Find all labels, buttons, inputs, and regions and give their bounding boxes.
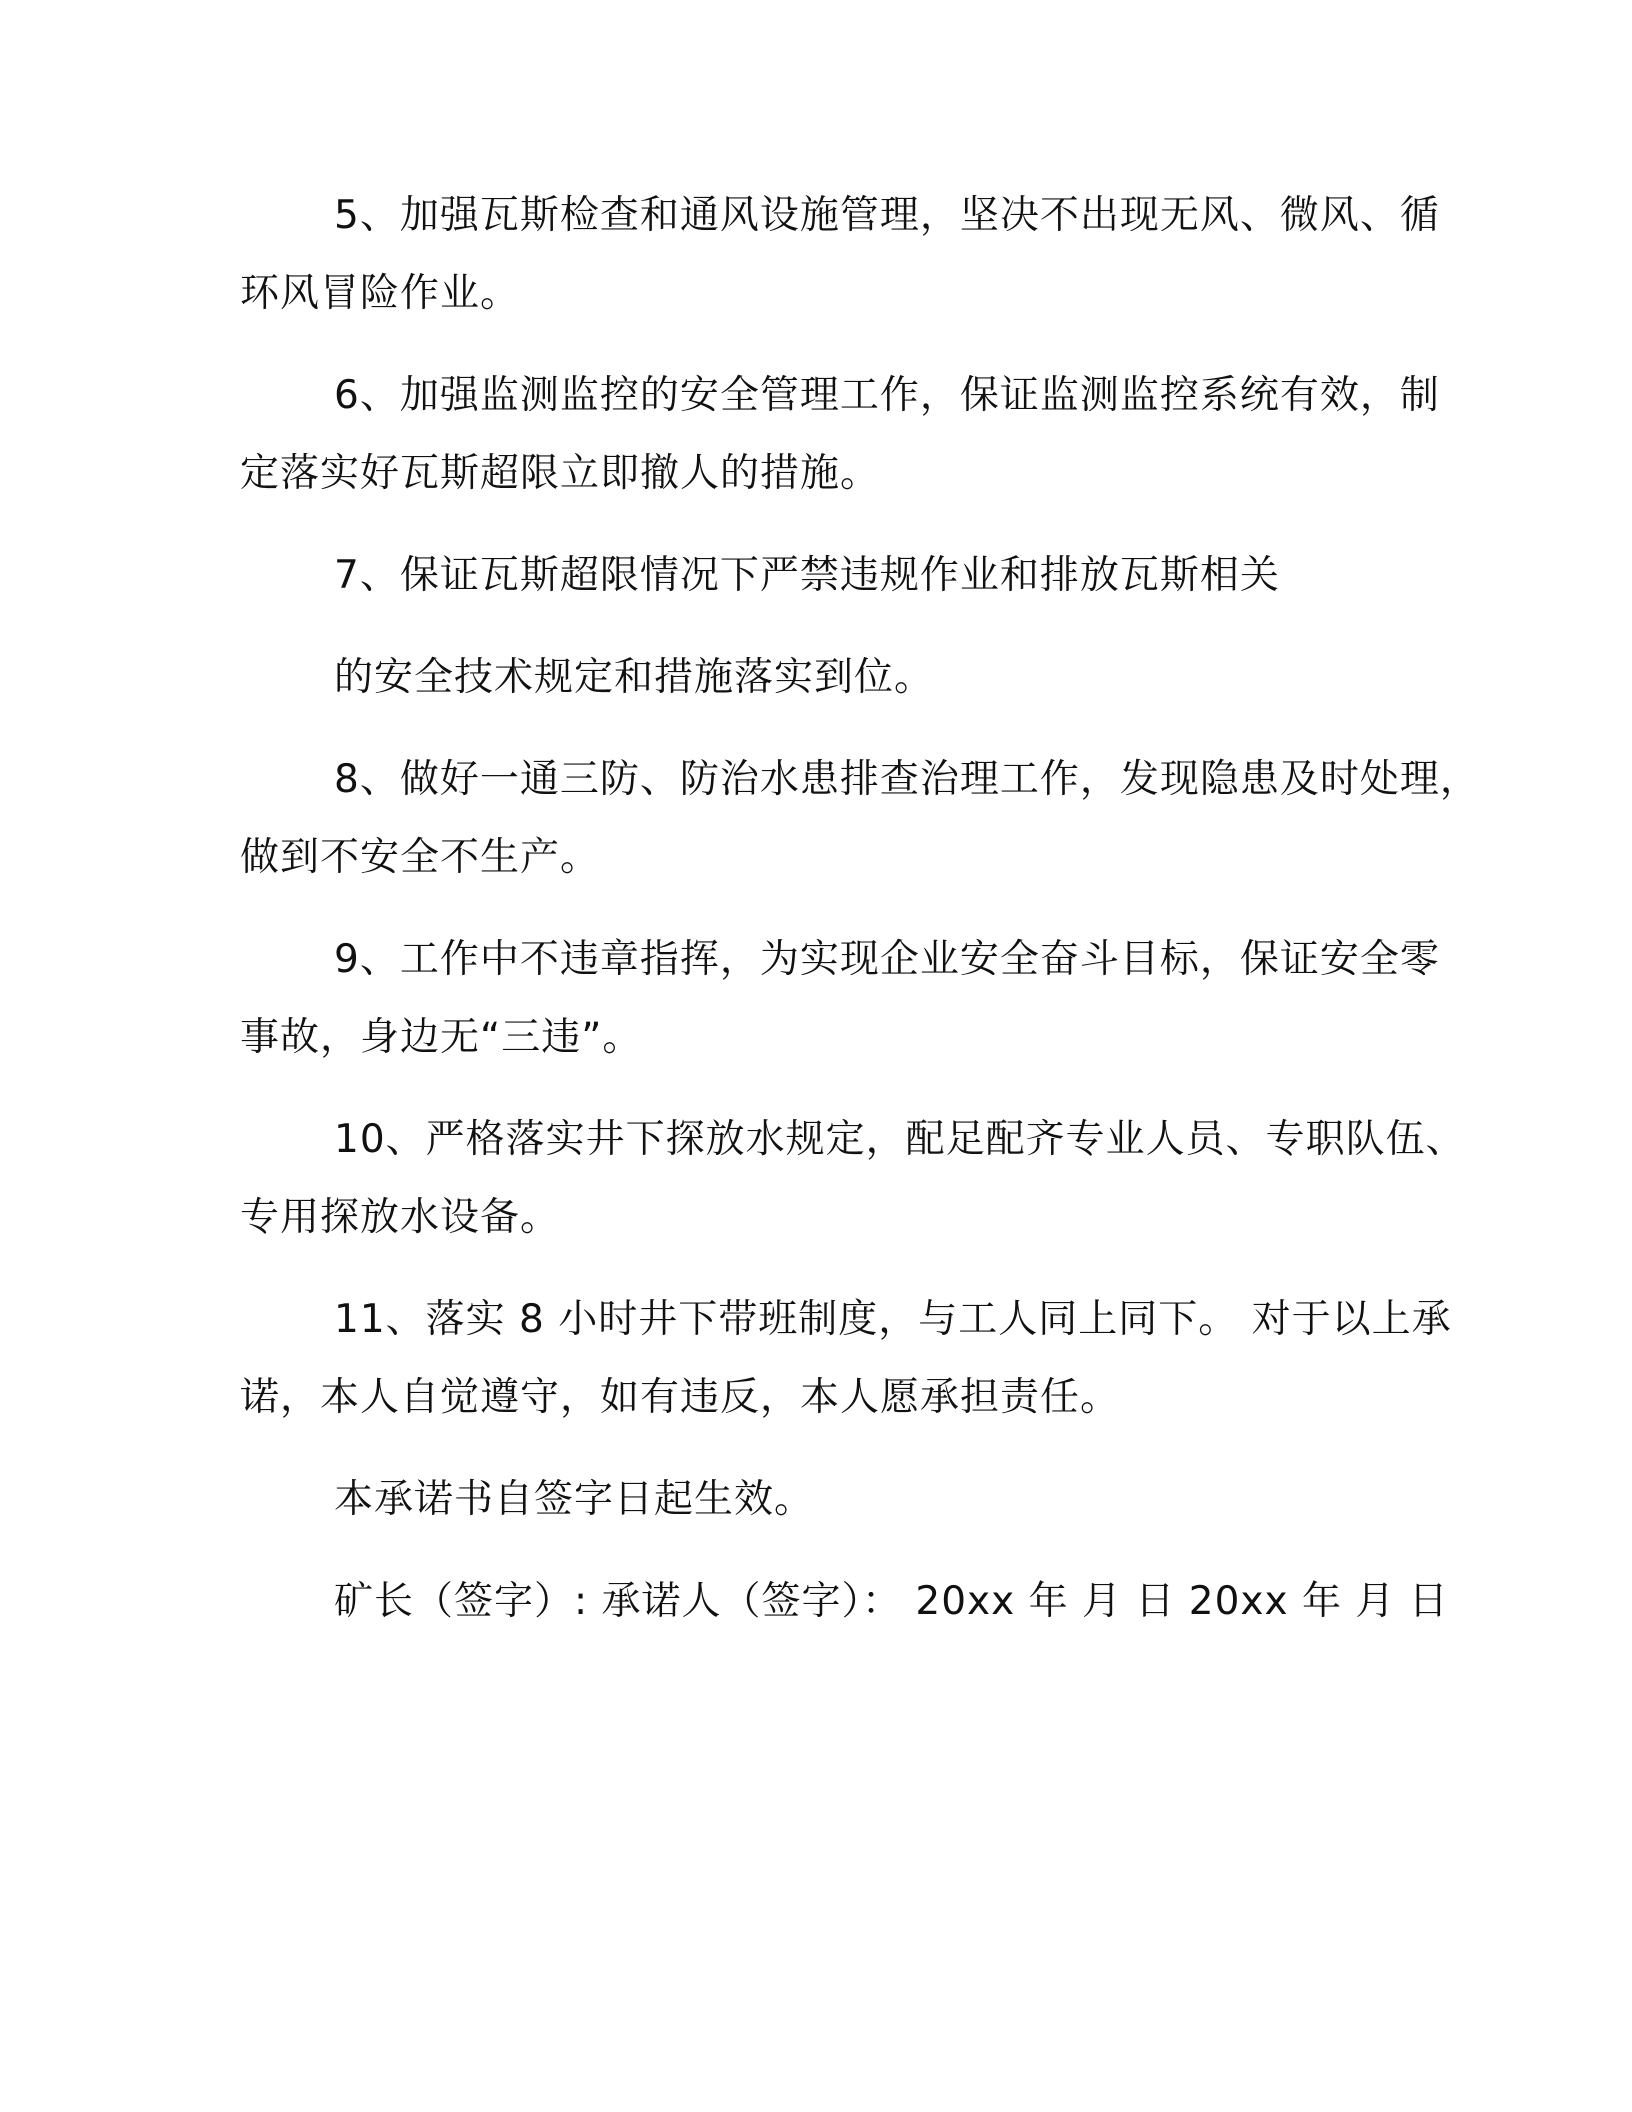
effective-statement: 本承诺书自签字日起生效。	[334, 1477, 815, 1522]
item-5-line-2: 环风冒险作业。	[240, 271, 521, 316]
item-6-line-1: 6、加强监测监控的安全管理工作，保证监测监控系统有效，制	[334, 373, 1440, 418]
item-8-line-2: 做到不安全不生产。	[240, 835, 601, 880]
item-8-line-1: 8、做好一通三防、防治水患排查治理工作，发现隐患及时处理，	[334, 757, 1480, 802]
item-6-line-2: 定落实好瓦斯超限立即撤人的措施。	[240, 451, 881, 496]
item-11-line-2: 诺，本人自觉遵守，如有违反，本人愿承担责任。	[240, 1375, 1121, 1420]
item-9-line-2: 事故，身边无“三违”。	[240, 1015, 643, 1060]
signature-line: 矿长（签字）: 承诺人（签字）： 20xx 年 月 日 20xx 年 月 日	[334, 1579, 1449, 1624]
item-7-line-2: 的安全技术规定和措施落实到位。	[334, 655, 935, 700]
item-10-line-1: 10、严格落实井下探放水规定，配足配齐专业人员、专职队伍、	[334, 1117, 1466, 1162]
item-9-line-1: 9、工作中不违章指挥，为实现企业安全奋斗目标，保证安全零	[334, 937, 1440, 982]
item-11-line-1: 11、落实 8 小时井下带班制度，与工人同上同下。 对于以上承	[334, 1297, 1452, 1342]
item-7-line-1: 7、保证瓦斯超限情况下严禁违规作业和排放瓦斯相关	[334, 553, 1280, 598]
item-5-line-1: 5、加强瓦斯检查和通风设施管理，坚决不出现无风、微风、循	[334, 193, 1440, 238]
item-10-line-2: 专用探放水设备。	[240, 1195, 561, 1240]
